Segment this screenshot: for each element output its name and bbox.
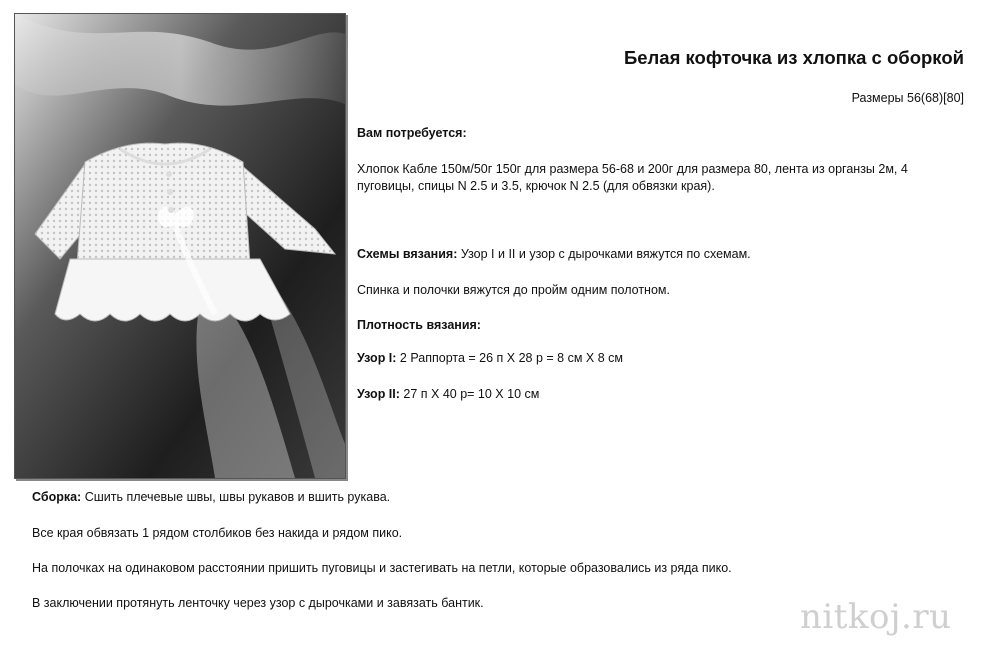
final-note: В заключении протянуть ленточку через узор с дырочками и завязать бантик.	[32, 596, 484, 610]
page-title: Белая кофточка из хлопка с оборкой	[623, 47, 964, 68]
buttons-note: На полочках на одинаковом расстоянии пришить пуговицы и застегивать на петли, которые образовались из ряда пико.	[32, 561, 732, 575]
pattern-2-line	[357, 386, 539, 403]
pattern-2-text: 27 п X 40 р= 10 X 10 см	[399, 387, 540, 401]
density-heading-text: Плотность вязания:	[357, 318, 481, 332]
schemes-label: Схемы вязания:	[357, 247, 458, 261]
requirements-text: Хлопок Кабле 150м/50г 150г для размера 56-68 и 200г для размера 80, лента из органзы 2м, 4 пуговицы, спицы N 2.5 и 3.5, крючок N 2.5 (для обвязки края).	[357, 162, 908, 193]
pattern-2-label: Узор II:	[357, 387, 400, 401]
edges-note: Все края обвязать 1 рядом столбиков без накида и рядом пико.	[32, 526, 403, 540]
pattern-1-line	[357, 350, 623, 367]
site-watermark: nitkoj.ru	[800, 597, 952, 637]
cardigan-photo	[14, 13, 346, 479]
assembly-line	[32, 489, 390, 506]
requirements-heading	[357, 125, 467, 142]
sizes-line: Размеры 56(68)[80]	[851, 91, 964, 105]
requirements-heading-text: Вам потребуется:	[357, 126, 467, 140]
density-heading	[357, 317, 481, 334]
schemes-line	[357, 246, 751, 263]
assembly-text: Сшить плечевые швы, швы рукавов и вшить рукава.	[81, 490, 391, 504]
schemes-text: Узор I и II и узор с дырочками вяжутся по схемам.	[457, 247, 751, 261]
pattern-1-text: 2 Раппорта = 26 п X 28 р = 8 см X 8 см	[396, 351, 623, 365]
back-note: Спинка и полочки вяжутся до пройм одним полотном.	[357, 283, 670, 297]
pattern-1-label: Узор I:	[357, 351, 397, 365]
assembly-label: Сборка:	[32, 490, 82, 504]
